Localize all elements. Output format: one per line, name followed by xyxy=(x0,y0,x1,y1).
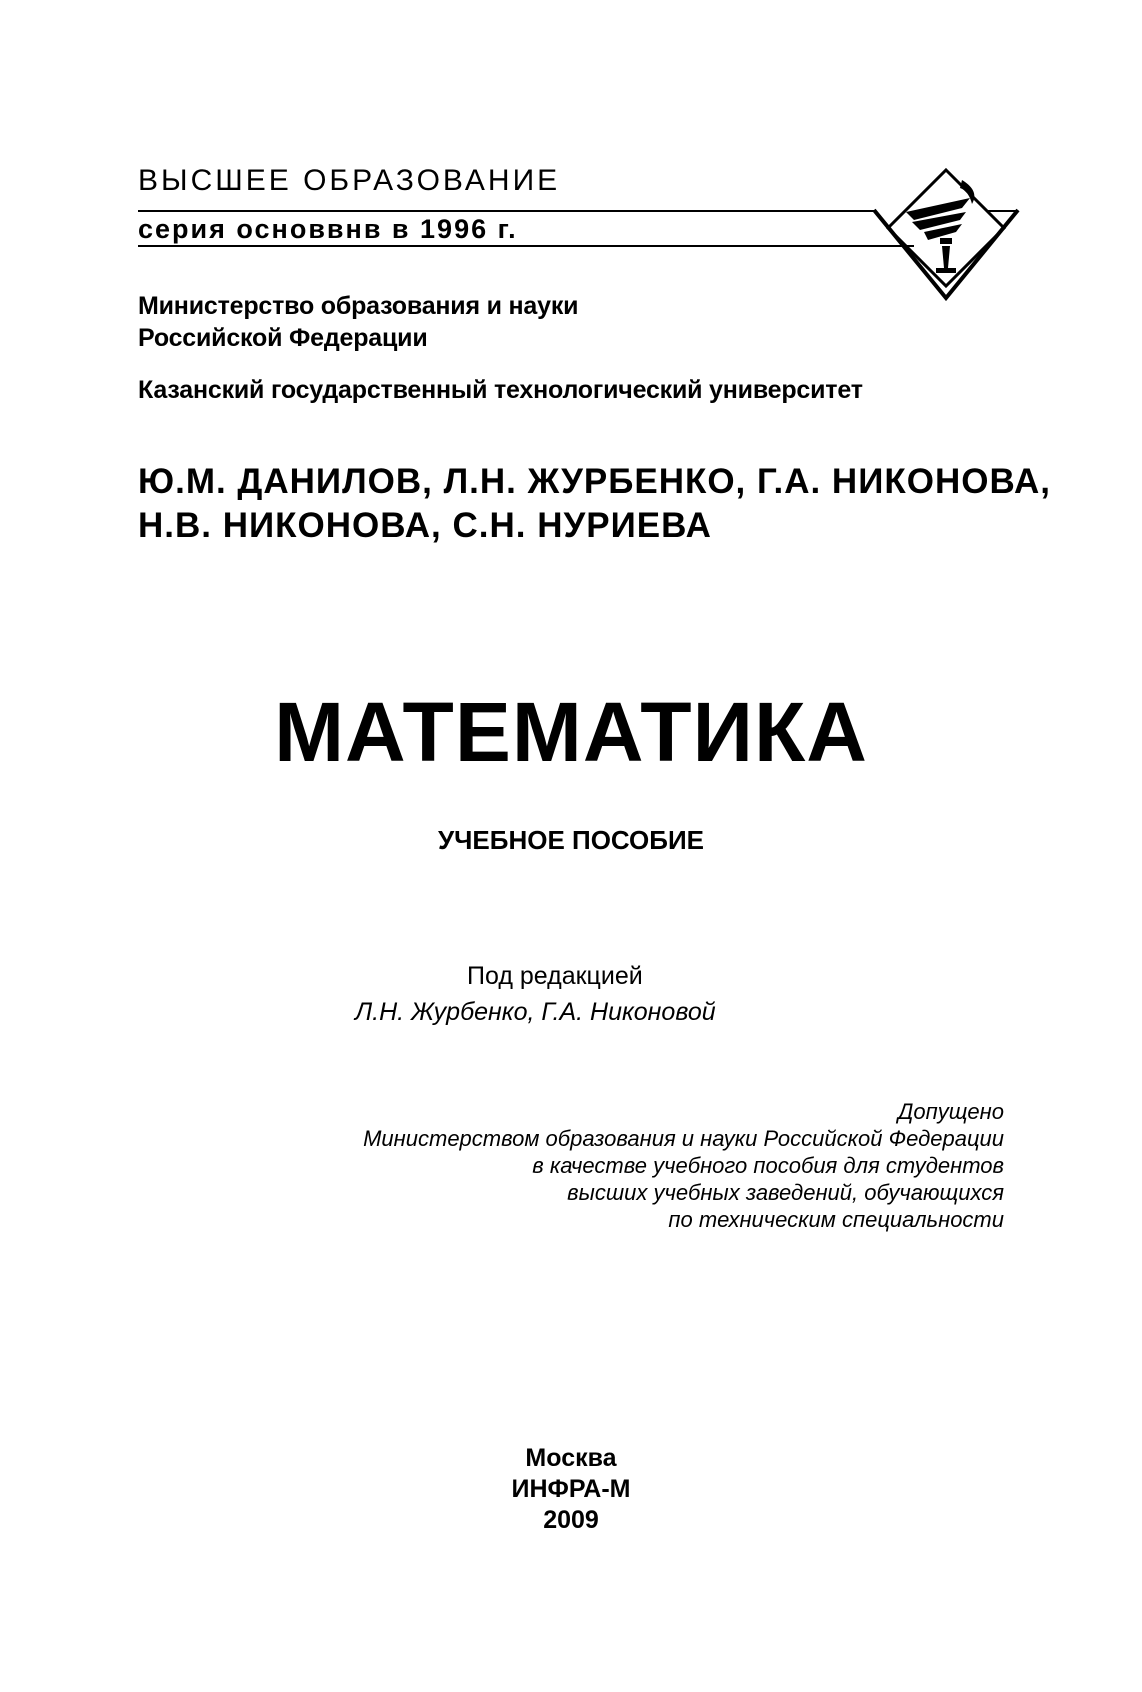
approval-line: Допущено xyxy=(897,1099,1004,1124)
approval-line: высших учебных заведений, обучающихся xyxy=(567,1180,1004,1205)
series-rule-bottom xyxy=(138,245,914,247)
imprint-publisher: ИНФРА-М xyxy=(511,1475,631,1503)
approval-line: по техническим специальности xyxy=(668,1207,1004,1232)
imprint-year: 2009 xyxy=(543,1506,599,1534)
authors-line-2: Н.В. НИКОНОВА, С.Н. НУРИЕВА xyxy=(138,506,712,545)
approval-line: Министерством образования и науки Российской Федерации xyxy=(363,1126,1004,1151)
organization-ministry-line-2: Российской Федерации xyxy=(138,324,428,352)
authors-line-1: Ю.М. ДАНИЛОВ, Л.Н. ЖУРБЕНКО, Г.А. НИКОНОВА, xyxy=(138,462,1051,501)
editors-names: Л.Н. Журбенко, Г.А. Никоновой xyxy=(355,998,716,1026)
editors-label: Под редакцией xyxy=(467,962,643,990)
organization-university: Казанский государственный технологический университет xyxy=(138,376,863,404)
series-title: ВЫСШЕЕ ОБРАЗОВАНИЕ xyxy=(138,164,561,197)
book-title: МАТЕМАТИКА xyxy=(274,685,868,779)
series-note: серия основвнв в 1996 г. xyxy=(138,214,518,244)
publisher-emblem-icon xyxy=(866,150,1026,310)
imprint-city: Москва xyxy=(525,1444,617,1472)
approval-line: в качестве учебного пособия для студентов xyxy=(532,1153,1004,1178)
series-rule-top xyxy=(138,210,874,212)
organization-ministry-line-1: Министерство образования и науки xyxy=(138,292,579,320)
book-type: УЧЕБНОЕ ПОСОБИЕ xyxy=(437,825,705,855)
